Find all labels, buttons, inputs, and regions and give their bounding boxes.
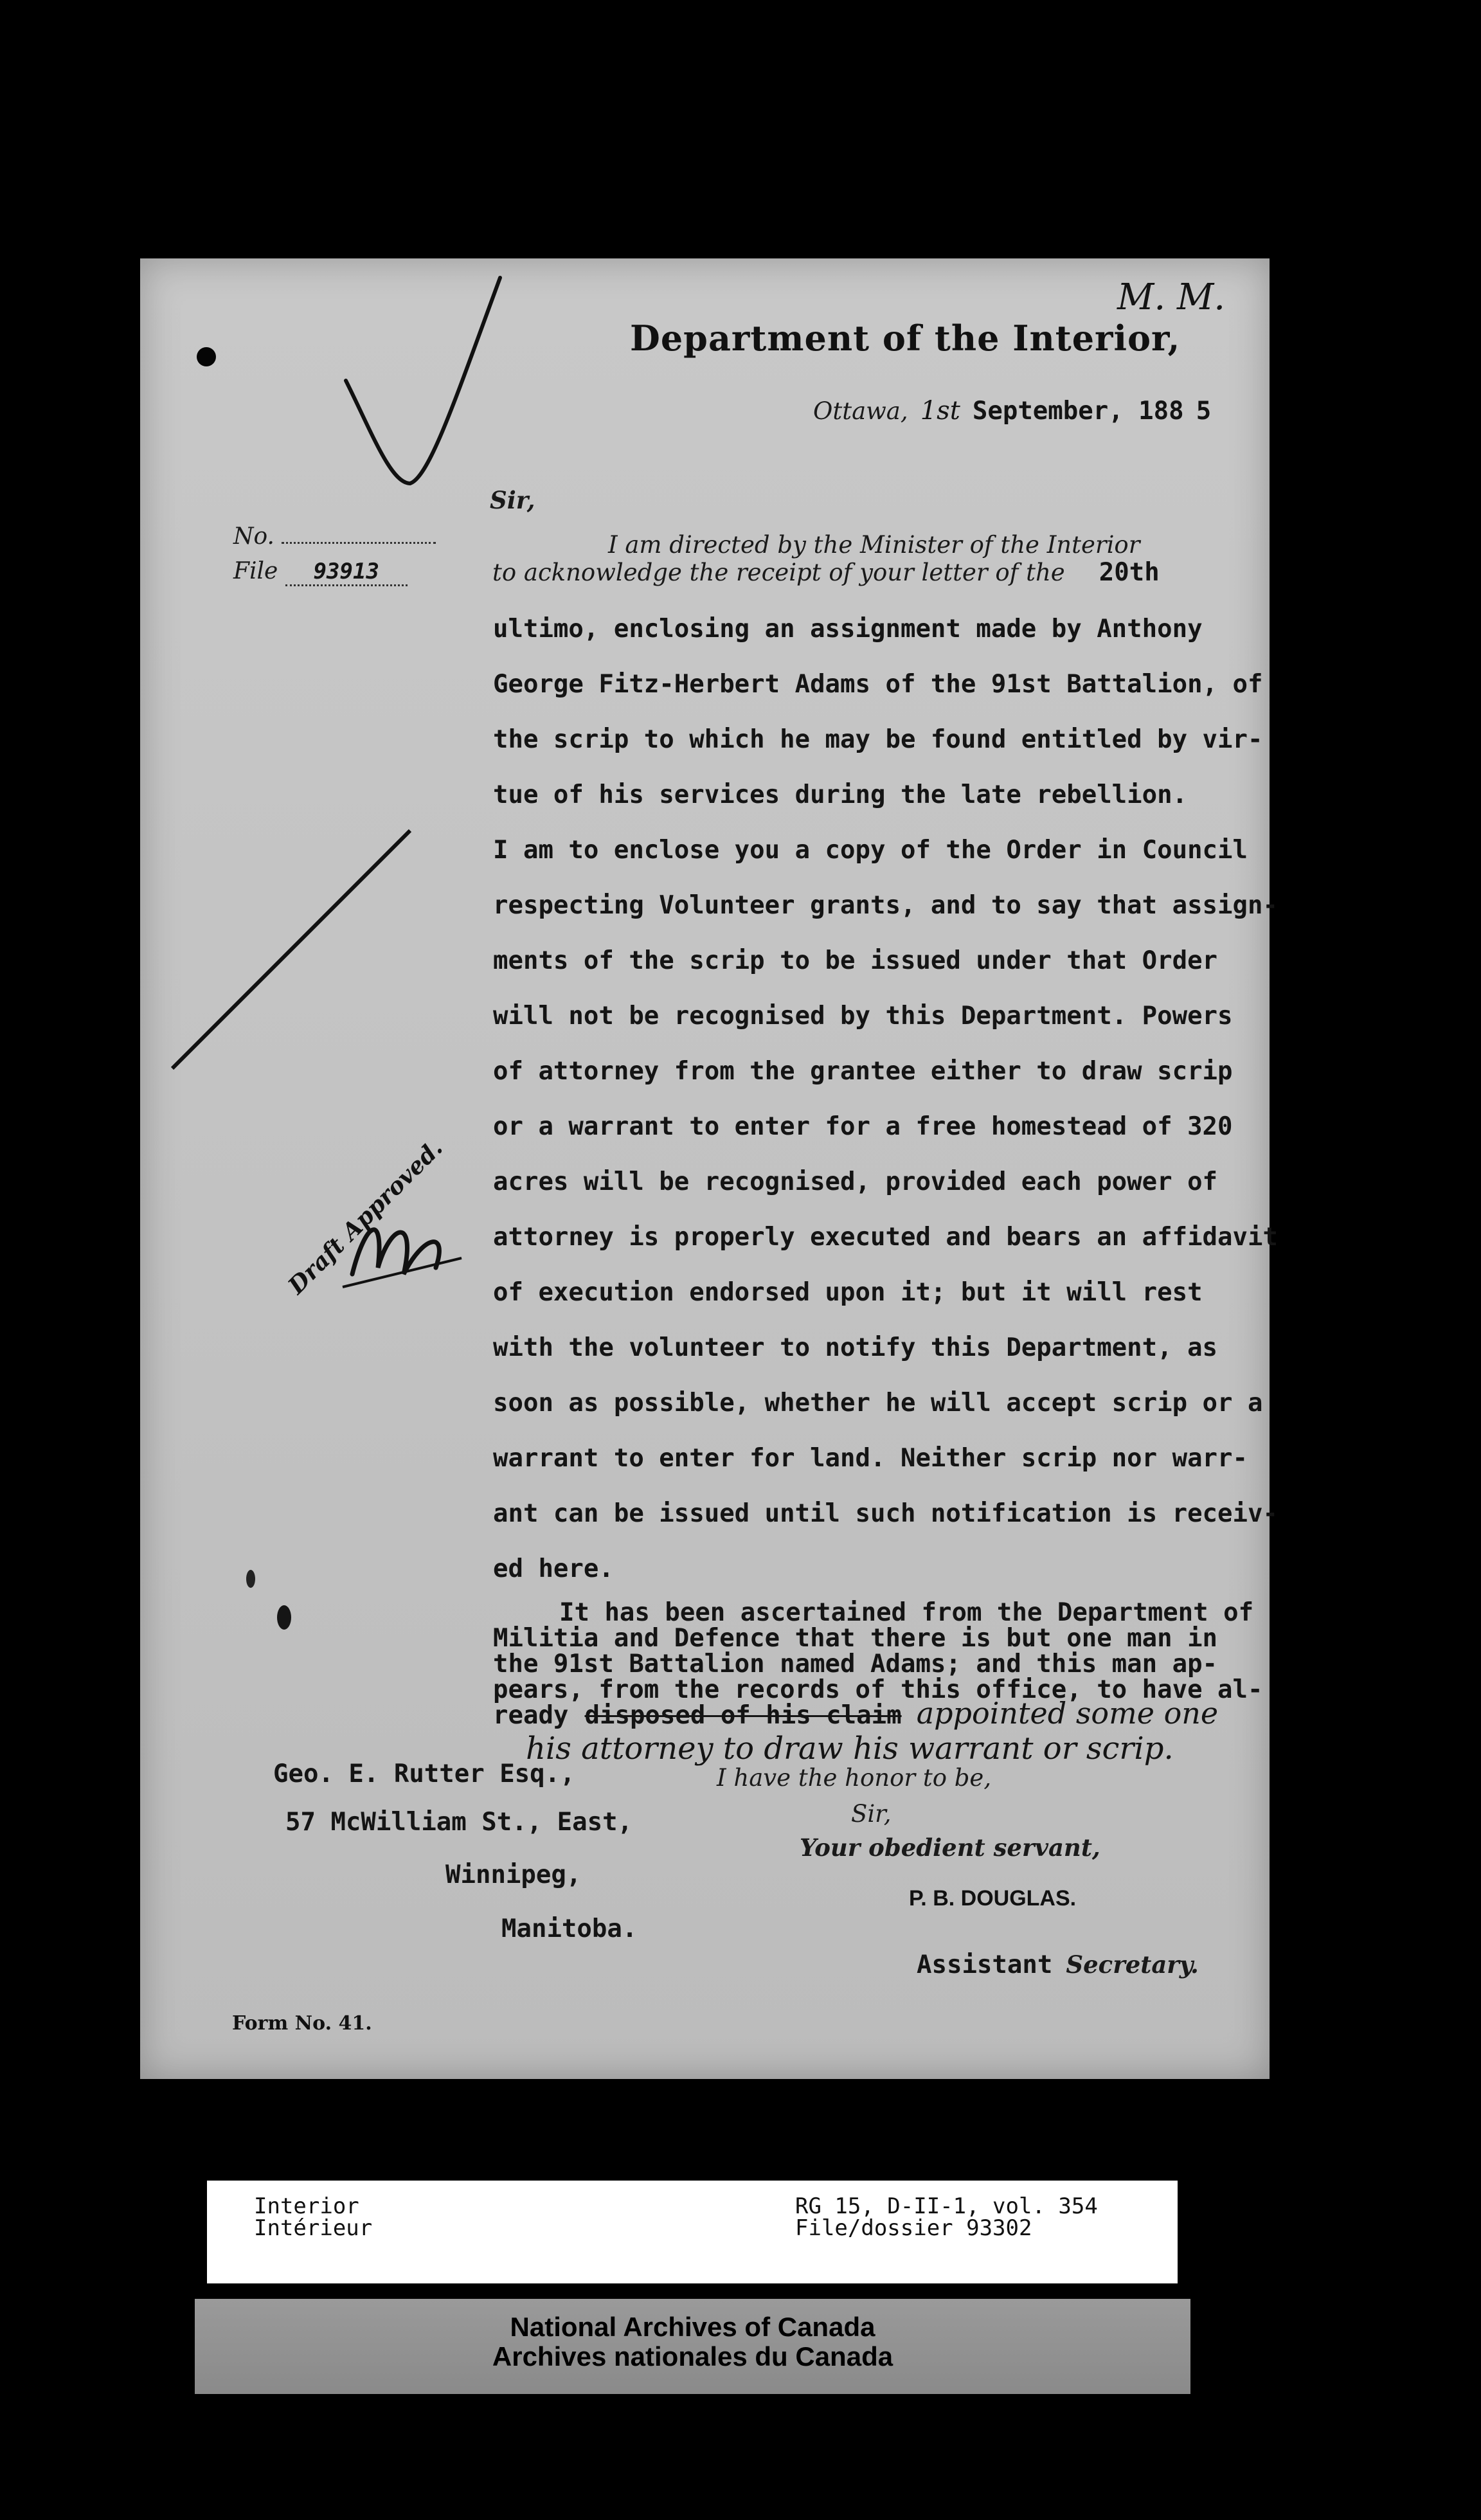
archive-dept-en: Interior <box>254 2193 359 2219</box>
stamp-initials-icon <box>339 1197 468 1293</box>
body-line: attorney is properly executed and bears an affidavit <box>493 1223 1278 1252</box>
signature: P. B. DOUGLAS. <box>909 1886 1077 1911</box>
body-line: acres will be recognised, provided each power of <box>493 1167 1218 1196</box>
archive-ref-line-2: File/dossier 93302 <box>795 2215 1032 2241</box>
date-month-year: September, 188 <box>972 397 1184 426</box>
closing-line-2: Sir, <box>851 1800 892 1828</box>
body-line: tue of his services during the late rebellion. <box>493 780 1188 809</box>
address-name: Geo. E. Rutter Esq., <box>273 1760 575 1788</box>
date-line <box>813 396 1211 426</box>
closing-title <box>917 1950 1199 1979</box>
body-line: of attorney from the grantee either to draw scrip <box>493 1057 1233 1086</box>
para2-line: the 91st Battalion named Adams; and this man ap- <box>493 1650 1218 1679</box>
para2-last-line <box>493 1696 1218 1731</box>
draft-approved-stamp <box>269 1134 474 1300</box>
form-number: Form No. 41. <box>232 2012 372 2035</box>
body-line: the scrip to which he may be found entitled by vir- <box>493 725 1263 754</box>
body-line: ant can be issued until such notification is receiv- <box>493 1499 1278 1528</box>
closing-title-typed: Assistant <box>917 1950 1053 1979</box>
intro-date-fill: 20th <box>1099 558 1160 587</box>
department-header: Department of the Interior, <box>630 318 1181 359</box>
salutation: Sir, <box>490 486 535 514</box>
letter-page <box>140 258 1278 2079</box>
body-line: or a warrant to enter for a free homestead of 320 <box>493 1112 1233 1141</box>
date-year-digit: 5 <box>1196 397 1212 426</box>
file-number: 93913 <box>285 559 408 586</box>
para2-prefix: ready <box>493 1701 569 1730</box>
ink-blot <box>246 1570 255 1588</box>
archives-banner-fr: Archives nationales du Canada <box>492 2341 893 2372</box>
ink-blot <box>277 1605 291 1630</box>
intro-line-2 <box>492 558 1160 587</box>
punch-hole <box>197 347 216 366</box>
intro-line-2-text: to acknowledge the receipt of your letter of the <box>492 559 1065 586</box>
body-line: ments of the scrip to be issued under that Order <box>493 946 1218 975</box>
body-line: of execution endorsed upon it; but it will rest <box>493 1278 1203 1307</box>
archive-ref-line-1: RG 15, D-II-1, vol. 354 <box>795 2193 1098 2219</box>
no-dotted-line <box>282 542 436 544</box>
no-label-row <box>233 523 436 550</box>
file-label: File <box>233 558 278 584</box>
address-city: Winnipeg, <box>445 1860 582 1889</box>
no-label: No. <box>233 523 274 550</box>
diagonal-stroke <box>166 824 423 1075</box>
file-label-row <box>233 558 408 586</box>
para2-line: Militia and Defence that there is but one man in <box>493 1624 1218 1653</box>
check-mark-icon <box>333 271 539 490</box>
body-line: George Fitz-Herbert Adams of the 91st Battalion, of <box>493 670 1263 699</box>
body-line: with the volunteer to notify this Department, as <box>493 1333 1218 1362</box>
handwritten-insert: appointed some one <box>916 1696 1219 1731</box>
closing-line-1: I have the honor to be, <box>717 1764 992 1792</box>
archives-banner <box>195 2299 1190 2394</box>
closing-title-printed: Secretary. <box>1066 1950 1199 1979</box>
body-line: warrant to enter for land. Neither scrip nor warr- <box>493 1444 1248 1473</box>
stamp-text: Draft Approved. <box>283 1134 448 1300</box>
archives-banner-en: National Archives of Canada <box>510 2312 875 2342</box>
intro-line-1: I am directed by the Minister of the Interior <box>608 531 1140 559</box>
address-province: Manitoba. <box>501 1914 638 1943</box>
struck-text: disposed of his claim <box>584 1701 902 1730</box>
archive-reference-label <box>207 2181 1178 2283</box>
archive-dept-fr: Intérieur <box>254 2215 373 2241</box>
body-line: ultimo, enclosing an assignment made by Anthony <box>493 615 1203 644</box>
body-line: will not be recognised by this Department. Powers <box>493 1002 1233 1030</box>
para2-line: It has been ascertained from the Department of <box>559 1598 1254 1627</box>
body-line: ed here. <box>493 1554 614 1583</box>
body-line: I am to enclose you a copy of the Order in Council <box>493 836 1248 865</box>
body-line: soon as possible, whether he will accept scrip or a <box>493 1389 1263 1418</box>
body-line: respecting Volunteer grants, and to say that assign- <box>493 891 1278 920</box>
corner-initials: M. M. <box>1117 276 1226 318</box>
handwritten-line: his attorney to draw his warrant or scrip. <box>526 1731 1174 1767</box>
closing-line-3: Your obedient servant, <box>800 1833 1100 1862</box>
date-city: Ottawa, <box>813 397 908 425</box>
para2-line: pears, from the records of this office, to have al- <box>493 1675 1263 1704</box>
address-street: 57 McWilliam St., East, <box>285 1808 633 1837</box>
date-day: 1st <box>920 396 960 426</box>
